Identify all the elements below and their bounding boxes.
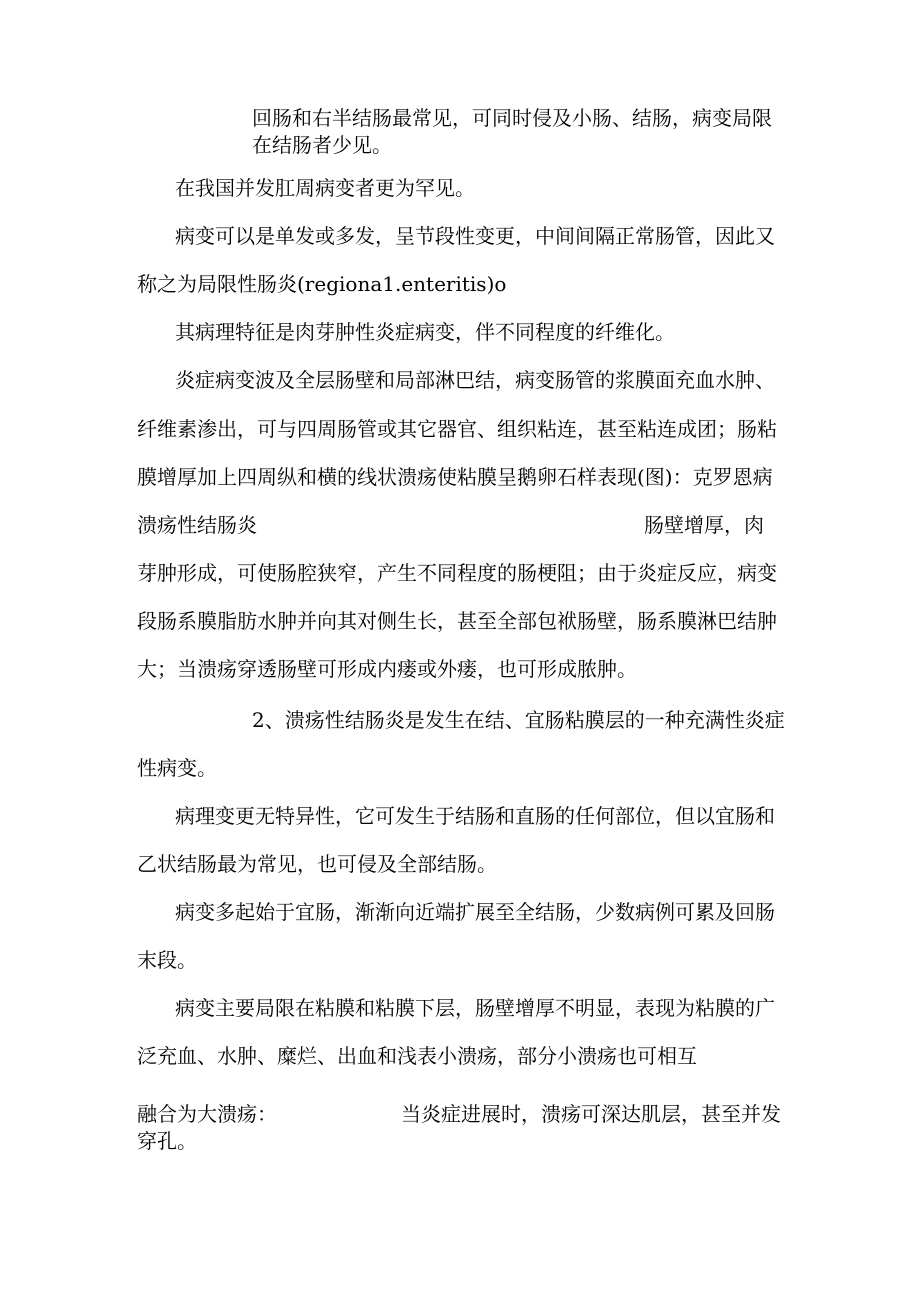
text-line-16: 性病变。 xyxy=(137,756,217,780)
text-line-10: 溃疡性结肠炎 xyxy=(137,513,257,537)
text-line-17: 病理变更无特异性，它可发生于结肠和直肠的任何部位，但以宜肠和 xyxy=(175,804,775,828)
text-line-4: 病变可以是单发或多发，呈节段性变更，中间间隔正常肠管，因此又 xyxy=(175,224,775,248)
text-line-5: 称之为局限性肠炎(regiona1.enteritis)o xyxy=(137,272,507,296)
text-line-11: 肠壁增厚，肉 xyxy=(644,513,764,537)
text-line-2: 在结肠者少见。 xyxy=(252,133,392,157)
text-line-6: 其病理特征是肉芽肿性炎症病变，伴不同程度的纤维化。 xyxy=(175,320,675,344)
text-line-22: 泛充血、水肿、糜烂、出血和浅表小溃疡，部分小溃疡也可相互 xyxy=(137,1044,697,1068)
text-line-20: 末段。 xyxy=(137,948,197,972)
text-line-9: 膜增厚加上四周纵和横的线状溃疡使粘膜呈鹅卵石样表现(图)：克罗恩病 xyxy=(137,465,773,489)
text-line-14: 大；当溃疡穿透肠壁可形成内瘘或外瘘，也可形成脓肿。 xyxy=(137,657,637,681)
text-line-18: 乙状结肠最为常见，也可侵及全部结肠。 xyxy=(137,852,497,876)
text-line-23: 融合为大溃疡： xyxy=(137,1102,277,1126)
text-line-25: 穿孔。 xyxy=(137,1129,197,1153)
text-line-3: 在我国并发肛周病变者更为罕见。 xyxy=(175,176,475,200)
text-line-19: 病变多起始于宜肠，渐渐向近端扩展至全结肠，少数病例可累及回肠 xyxy=(175,900,775,924)
text-line-1: 回肠和右半结肠最常见，可同时侵及小肠、结肠，病变局限 xyxy=(252,106,772,130)
text-line-21: 病变主要局限在粘膜和粘膜下层，肠壁增厚不明显，表现为粘膜的广 xyxy=(175,996,775,1020)
text-line-7: 炎症病变波及全层肠壁和局部淋巴结，病变肠管的浆膜面充血水肿、 xyxy=(175,368,775,392)
text-line-24: 当炎症进展时，溃疡可深达肌层，甚至并发 xyxy=(401,1102,781,1126)
text-line-12: 芽肿形成，可使肠腔狭窄，产生不同程度的肠梗阻；由于炎症反应，病变 xyxy=(137,561,777,585)
text-line-8: 纤维素渗出，可与四周肠管或其它器官、组织粘连，甚至粘连成团；肠粘 xyxy=(137,417,777,441)
text-line-15: 2、溃疡性结肠炎是发生在结、宜肠粘膜层的一种充满性炎症 xyxy=(252,708,785,732)
text-line-13: 段肠系膜脂肪水肿并向其对侧生长，甚至全部包袱肠壁，肠系膜淋巴结肿 xyxy=(137,609,777,633)
